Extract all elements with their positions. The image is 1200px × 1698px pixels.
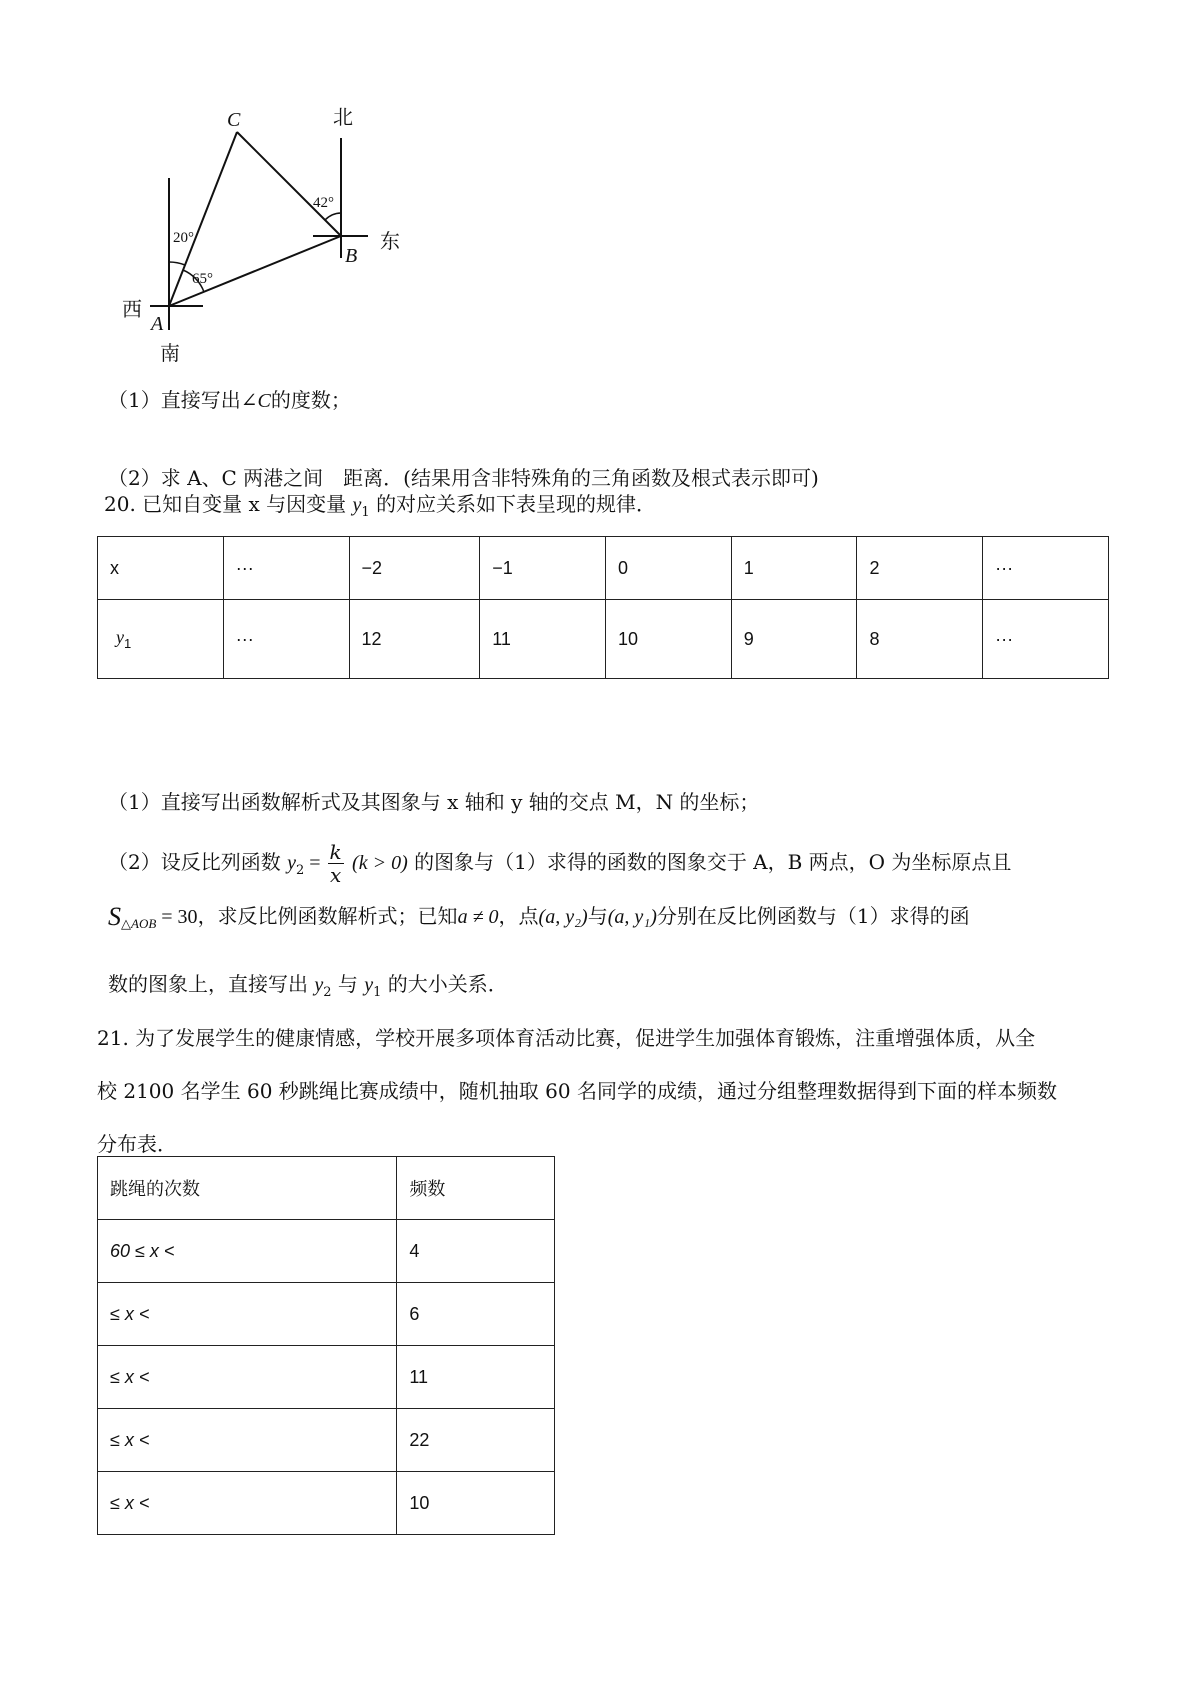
segment-cb	[237, 132, 341, 236]
label-east: 东	[380, 231, 400, 253]
q21-line2: 校 2100 名学生 60 秒跳绳比赛成绩中，随机抽取 60 名同学的成绩，通过分组整理数据得到下面的样本频数	[97, 1079, 1057, 1103]
table-header-cell: 跳绳的次数	[98, 1157, 397, 1220]
q20-part2-line2: $S_{\triangle AOB} = 30$，求反比例函数解析式；已知a ≠ 0，点(a, y₂)与(a, y₁)分别在反比例函数与（1）求得的函	[108, 902, 970, 931]
table-cell: 10	[397, 1472, 555, 1535]
q21-line3: 分布表．	[97, 1132, 177, 1156]
table-header-row	[98, 1157, 555, 1220]
angle-label-b: 42°	[313, 195, 334, 211]
bearing-diagram	[0, 0, 420, 370]
q20-part1: （1）直接写出函数解析式及其图象与 x 轴和 y 轴的交点 M，N 的坐标；	[108, 790, 760, 814]
table-cell: ≤ x <	[98, 1409, 397, 1472]
q19-part1: （1）直接写出∠C的度数；	[108, 388, 351, 412]
table-cell: 11	[480, 600, 606, 679]
table-cell: 60 ≤ x <	[98, 1220, 397, 1283]
table-cell: $y_1$	[98, 600, 224, 679]
table-cell: 4	[397, 1220, 555, 1283]
table-cell: 9	[731, 600, 857, 679]
xy-table	[97, 536, 1109, 679]
label-a: A	[151, 313, 164, 335]
table-row-y	[98, 600, 1109, 679]
table-header-cell: 频数	[397, 1157, 555, 1220]
angle-c-math: ∠C	[240, 390, 271, 412]
label-west: 西	[122, 299, 142, 321]
angle-label-a-north: 20°	[173, 230, 194, 246]
frequency-table	[97, 1156, 555, 1535]
table-cell: 8	[857, 600, 983, 679]
table-row	[98, 1346, 555, 1409]
table-cell: 12	[349, 600, 480, 679]
table-cell: 0	[605, 537, 731, 600]
table-cell: ···	[223, 600, 349, 679]
table-cell: ···	[223, 537, 349, 600]
table-row-x	[98, 537, 1109, 600]
table-cell: 11	[397, 1346, 555, 1409]
label-north: 北	[333, 107, 353, 129]
table-row	[98, 1409, 555, 1472]
table-cell: −1	[480, 537, 606, 600]
q20-intro: 20. 已知自变量 x 与因变量 $y_1$ 的对应关系如下表呈现的规律．	[104, 492, 657, 520]
table-cell: 2	[857, 537, 983, 600]
table-row	[98, 1472, 555, 1535]
q20-part2-line3: 数的图象上，直接写出 $y_2$ 与 $y_1$ 的大小关系．	[108, 972, 508, 1000]
label-south: 南	[160, 343, 180, 365]
angle-label-a-b: 65°	[192, 271, 213, 287]
table-cell: ≤ x <	[98, 1346, 397, 1409]
table-cell: 10	[605, 600, 731, 679]
table-cell: 6	[397, 1283, 555, 1346]
table-cell: −2	[349, 537, 480, 600]
table-row	[98, 1220, 555, 1283]
label-b: B	[345, 245, 358, 267]
table-row	[98, 1283, 555, 1346]
table-cell: ≤ x <	[98, 1472, 397, 1535]
table-cell: ···	[983, 537, 1109, 600]
label-c: C	[227, 109, 241, 131]
angle-arc-b	[325, 213, 341, 220]
table-cell: x	[98, 537, 224, 600]
q21-line1: 21. 为了发展学生的健康情感，学校开展多项体育活动比赛，促进学生加强体育锻炼，注重增强体质，从全	[97, 1026, 1036, 1050]
table-cell: ···	[983, 600, 1109, 679]
table-cell: 1	[731, 537, 857, 600]
q19-part2: （2）求 A、C 两港之间 距离．(结果用含非特殊角的三角函数及根式表示即可)	[108, 466, 819, 490]
q20-part2-line1: （2）设反比列函数 $y_2$ = $\frac{k}{x}$ (k > 0) 的图象与（1）求得的函数的图象交于 A，B 两点，O 为坐标原点且	[108, 840, 1012, 887]
fraction-k-over-x: $\frac{k}{x}$	[329, 840, 342, 887]
angle-arc-a-north	[169, 262, 185, 265]
table-cell: 22	[397, 1409, 555, 1472]
table-cell: ≤ x <	[98, 1283, 397, 1346]
